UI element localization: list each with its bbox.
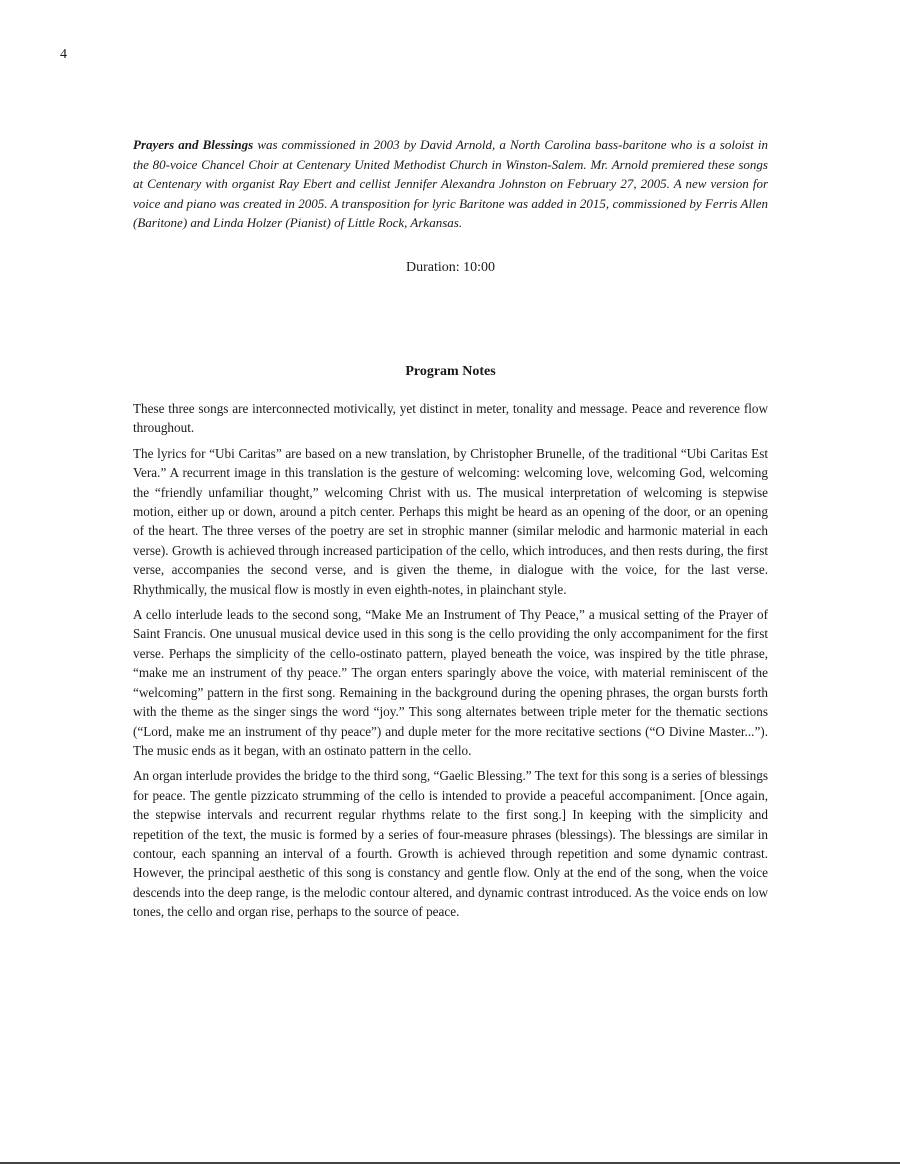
intro-title: Prayers and Blessings	[133, 137, 254, 152]
page-number: 4	[60, 47, 67, 62]
program-notes-paragraph-1: These three songs are interconnected motivically, yet distinct in meter, tonality and message. Peace and reverence flow throughout.	[133, 401, 768, 436]
intro-paragraph	[133, 135, 768, 233]
intro-text: was commissioned in 2003 by David Arnold, a North Carolina bass-baritone who is a soloist in the 80-voice Chancel Choir at Centenary United Methodist Church in Winston-Salem. Mr. Arnold premiered these songs at Centenary with organist Ray Ebert and cellist Jennifer Alexandra Johnston on February 27, 2005. A new version for voice and piano was created in 2005. A transposition for lyric Baritone was added in 2015, commissioned by Ferris Allen (Baritone) and Linda Holzer (Pianist) of Little Rock, Arkansas.	[133, 137, 768, 230]
program-notes-paragraph-4: An organ interlude provides the bridge to the third song, “Gaelic Blessing.” The text for this song is a series of blessings for peace. The gentle pizzicato strumming of the cello is intended to provide a peaceful accompaniment. [Once again, the stepwise intervals and recurrent regular rhythms relate to the first song.] In keeping with the simplicity and repetition of the text, the music is formed by a series of four-measure phrases (blessings). The blessings are similar in contour, each spanning an interval of a fourth. Growth is achieved through repetition and some dynamic contrast. However, the principal aesthetic of this song is constancy and gentle flow. Only at the end of the song, when the voice descends into the deep range, is the melodic contour altered, and dynamic contrast introduced. As the voice ends on low tones, the cello and organ rise, perhaps to the source of peace.	[133, 768, 768, 920]
program-notes-paragraph-3: A cello interlude leads to the second song, “Make Me an Instrument of Thy Peace,” a musical setting of the Prayer of Saint Francis. One unusual musical device used in this song is the cello providing the only accompaniment for the first verse. Perhaps the simplicity of the cello-ostinato pattern, played beneath the voice, was inspired by the title phrase, “make me an instrument of thy peace.” The organ enters sparingly above the voice, with material reminiscent of the “welcoming” pattern in the first song. Remaining in the background during the opening phrases, the organ bursts forth with the theme as the singer sings the word “joy.” This song alternates between triple meter for the thematic sections (“Lord, make me an instrument of thy peace”) and duple meter for the more recitative sections (“O Divine Master...”). The music ends as it began, with an ostinato pattern in the cello.	[133, 607, 768, 758]
program-notes-heading: Program Notes	[405, 364, 496, 379]
duration: Duration: 10:00	[405, 260, 496, 275]
program-notes-paragraph-2: The lyrics for “Ubi Caritas” are based on a new translation, by Christopher Brunelle, of the traditional “Ubi Caritas Est Vera.” A recurrent image in this translation is the gesture of welcoming: welcoming love, welcoming God, welcoming the “friendly unfamiliar thought,” welcoming Christ with us. The musical interpretation of welcoming is stepwise motion, either up or down, around a pitch center. Perhaps this might be heard as an opening of the door, or an opening of the heart. The three verses of the poetry are set in strophic manner (similar melodic and harmonic material in each verse). Growth is achieved through increased participation of the cello, which introduces, and then rests during, the first verse, accompanies the second verse, and is given the theme, in dialogue with the voice, for the last verse. Rhythmically, the musical flow is mostly in even eighth-notes, in plainchant style.	[133, 445, 768, 597]
program-notes-body	[133, 399, 768, 928]
